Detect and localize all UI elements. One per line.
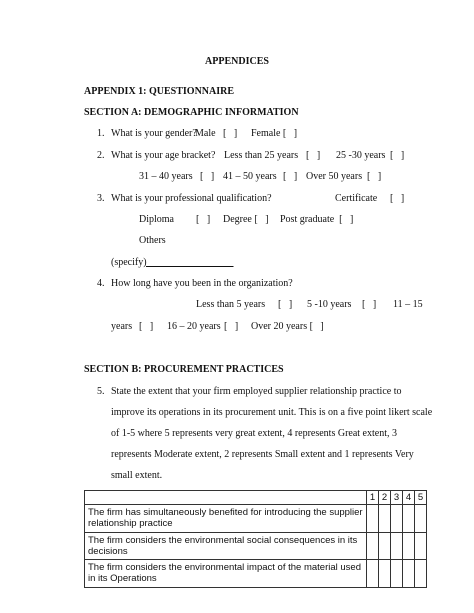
rating-cell[interactable]: [379, 533, 391, 560]
q2-number: 2.: [97, 150, 105, 161]
page-title: APPENDICES: [205, 56, 269, 67]
q1-text: What is your gender?: [111, 128, 197, 139]
scale-header: 2: [379, 491, 391, 505]
q2-option-label: 41 – 50 years: [223, 171, 277, 182]
q4-option-label: years: [111, 321, 133, 332]
q3-specify-label: (specify): [111, 257, 147, 268]
q3-option-others: Others: [139, 235, 166, 246]
table-row: [85, 505, 427, 533]
statement-cell: The firm considers the environmental impact of the material used in its Operations: [85, 560, 367, 588]
rating-cell[interactable]: [379, 505, 391, 533]
q5-line: State the extent that your firm employed supplier relationship practice to: [111, 386, 402, 397]
q5-number: 5.: [97, 386, 105, 397]
q5-line: of 1-5 where 5 represents very great extent, 4 represents Great extent, 3: [111, 428, 397, 439]
q3-specify-line[interactable]: [146, 257, 234, 269]
q4-checkbox[interactable]: [ ]: [139, 321, 154, 332]
statement-cell: The firm considers the environmental social consequences in its decisions: [85, 533, 367, 560]
q3-option-post-graduate[interactable]: Post graduate [ ]: [280, 214, 354, 225]
rating-cell[interactable]: [379, 560, 391, 588]
section-b-heading: SECTION B: PROCUREMENT PRACTICES: [84, 364, 284, 375]
q5-line: improve its operations in its procurement unit. This is on a five point likert scale: [111, 407, 433, 418]
q4-checkbox[interactable]: [ ]: [224, 321, 239, 332]
scale-header: 5: [415, 491, 427, 505]
section-a-heading: SECTION A: DEMOGRAPHIC INFORMATION: [84, 107, 299, 118]
q2-option-label: Less than 25 years: [224, 150, 299, 161]
table-row: [85, 533, 427, 560]
q2-checkbox[interactable]: [ ]: [200, 171, 215, 182]
table-row: [85, 560, 427, 588]
q1-option-male[interactable]: Male [ ]: [195, 128, 238, 139]
q4-option-over-20[interactable]: Over 20 years [ ]: [251, 321, 324, 332]
q4-option-label: 16 – 20 years: [167, 321, 221, 332]
q5-line: represents Moderate extent, 2 represents Small extent and 1 represents Very: [111, 449, 414, 460]
appendix-title: APPENDIX 1: QUESTIONNAIRE: [84, 86, 235, 97]
rating-cell[interactable]: [367, 533, 379, 560]
likert-table: [84, 490, 427, 588]
q3-checkbox[interactable]: [ ]: [196, 214, 211, 225]
rating-cell[interactable]: [403, 560, 415, 588]
q3-option-label: Diploma: [139, 214, 174, 225]
q4-option-label: 11 – 15: [393, 299, 423, 310]
rating-cell[interactable]: [367, 560, 379, 588]
q4-option-label: Less than 5 years: [196, 299, 266, 310]
q2-checkbox[interactable]: [ ]: [283, 171, 298, 182]
q4-checkbox[interactable]: [ ]: [362, 299, 377, 310]
scale-header: 1: [367, 491, 379, 505]
q1-number: 1.: [97, 128, 105, 139]
q2-option-label: 31 – 40 years: [139, 171, 193, 182]
rating-cell[interactable]: [403, 533, 415, 560]
q4-text: How long have you been in the organization?: [111, 278, 293, 289]
q3-text: What is your professional qualification?: [111, 193, 272, 204]
scale-header: 3: [391, 491, 403, 505]
q2-text: What is your age bracket?: [111, 150, 216, 161]
table-header-blank: [85, 491, 367, 505]
q1-option-female[interactable]: Female [ ]: [251, 128, 298, 139]
rating-cell[interactable]: [391, 560, 403, 588]
q3-number: 3.: [97, 193, 105, 204]
q3-option-degree[interactable]: Degree [ ]: [223, 214, 269, 225]
q2-option-label: 25 -30 years: [336, 150, 386, 161]
q2-checkbox[interactable]: [ ]: [306, 150, 321, 161]
q5-line: small extent.: [111, 470, 163, 481]
q2-checkbox[interactable]: [ ]: [390, 150, 405, 161]
q2-option-label: Over 50 years: [306, 171, 363, 182]
rating-cell[interactable]: [415, 533, 427, 560]
rating-cell[interactable]: [391, 505, 403, 533]
rating-cell[interactable]: [415, 505, 427, 533]
rating-cell[interactable]: [403, 505, 415, 533]
q4-option-label: 5 -10 years: [307, 299, 352, 310]
q4-number: 4.: [97, 278, 105, 289]
q4-checkbox[interactable]: [ ]: [278, 299, 293, 310]
rating-cell[interactable]: [415, 560, 427, 588]
q3-option-label: Certificate: [335, 193, 378, 204]
rating-cell[interactable]: [367, 505, 379, 533]
q3-checkbox[interactable]: [ ]: [390, 193, 405, 204]
statement-cell: The firm has simultaneously benefited for introducing the supplier relationship practice: [85, 505, 367, 533]
table-header-row: [85, 491, 427, 505]
scale-header: 4: [403, 491, 415, 505]
q2-checkbox[interactable]: [ ]: [367, 171, 382, 182]
rating-cell[interactable]: [391, 533, 403, 560]
